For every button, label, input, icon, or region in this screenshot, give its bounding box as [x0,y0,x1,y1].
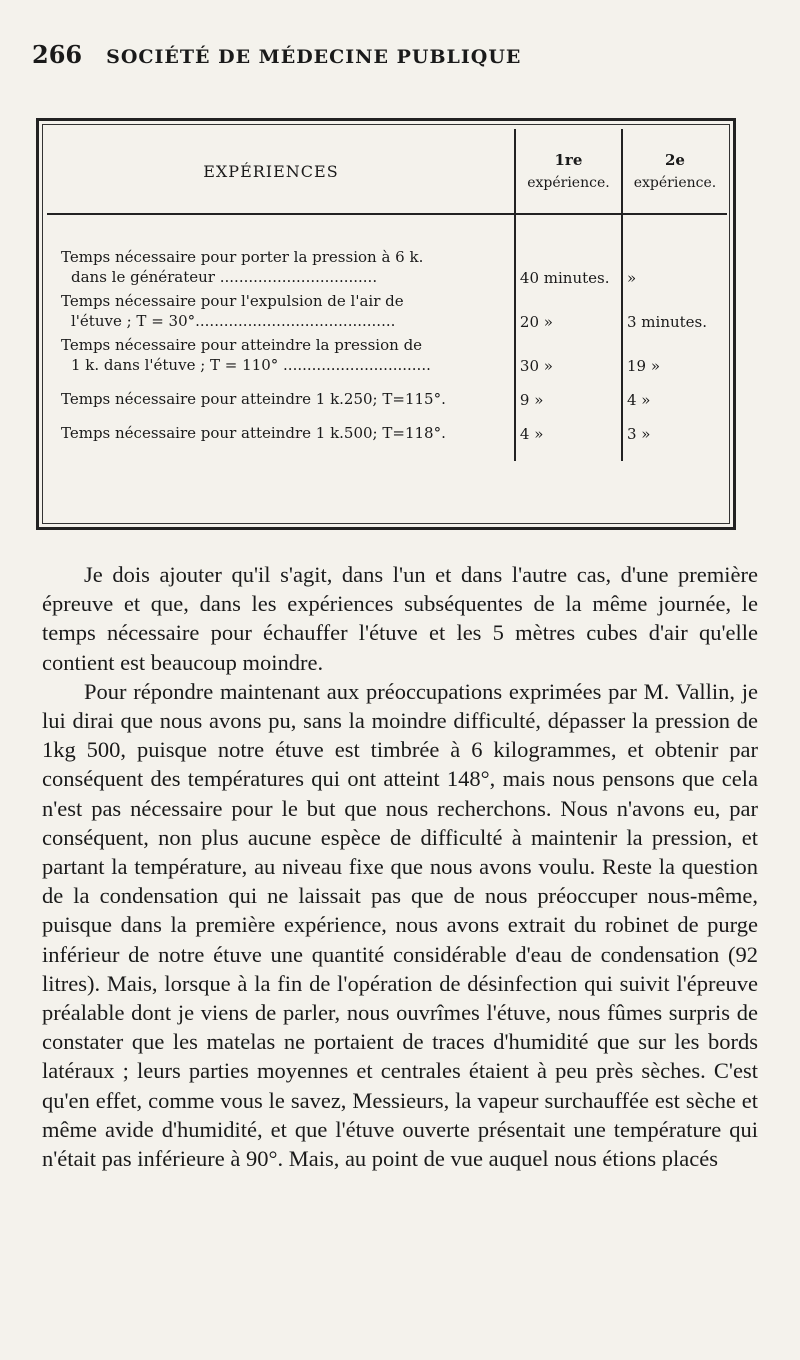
paragraph: Pour répondre maintenant aux préoccupations exprimées par M. Vallin, je lui dirai que nous avons pu, sans la moindre difficulté, dépasser la pression de 1kg 500, puisque notre étuve est timbrée à 6 kilogrammes, et obtenir par conséquent des températures qui ont atteint 148°, mais nous pensons que cela n'est pas nécessaire pour le but que nous recherchons. Nous n'avons eu, par conséquent, non plus aucune espèce de difficulté à maintenir la pression, et partant la température, au niveau fixe que nous avons voulu. Reste la question de la condensation qui ne laissait pas que de nous préoccuper nous-même, puisque dans la première expérience, nous avons extrait du robinet de purge inférieur de notre étuve une quantité considérable d'eau de condensation (92 litres). Mais, lorsque à la fin de l'opération de désinfection qui suivit l'épreuve préalable dont je viens de parler, nous ouvrîmes l'étuve, nous fûmes surpris de constater que les matelas ne portaient de traces d'humidité que sur les bords latéraux ; leurs parties moyennes et centrales étaient à peu près sèches. C'est qu'en effet, comme vous le savez, Messieurs, la vapeur surchauffée est sèche et même avide d'humidité, et que l'étuve ouverte présentait une température qui n'était pas inférieure à 90°. Mais, au point de vue auquel nous étions placés [42,678,758,1172]
first-experiment-value: 30 » [515,333,622,377]
row-label [47,289,515,333]
row-label [47,245,515,289]
row-label-line: l'étuve ; T = 30°.......................................... [71,312,396,330]
table-header-row [47,129,727,214]
first-experiment-value: 9 » [515,377,622,411]
second-experiment-value: 3 minutes. [622,289,727,333]
table-row [47,333,727,377]
first-experiment-value: 40 minutes. [515,245,622,289]
running-head: SOCIÉTÉ DE MÉDECINE PUBLIQUE [106,46,522,68]
second-experiment-value: » [622,245,727,289]
row-label-line: Temps nécessaire pour porter la pression à 6 k. [61,248,424,266]
second-ordinal: 2e [665,151,685,169]
second-experiment-label: expérience. [633,175,717,191]
row-label-line: Temps nécessaire pour l'expulsion de l'air de [61,292,404,310]
row-label: Temps nécessaire pour atteindre 1 k.500; T=118°. [61,424,446,442]
first-experiment-value: 20 » [515,289,622,333]
row-label [47,333,515,377]
table-row [47,289,727,333]
body-text [42,560,758,1173]
first-experiment-label: expérience. [527,175,610,191]
table-spacer-row [47,214,727,245]
row-label-line: 1 k. dans l'étuve ; T = 110° ............................... [71,356,431,374]
row-label: Temps nécessaire pour atteindre 1 k.250; T=115°. [61,390,446,408]
first-ordinal: 1re [554,151,583,169]
table-header-first-experiment [515,129,622,214]
table-row [47,245,727,289]
experiments-table-frame [36,118,736,530]
paragraph: Je dois ajouter qu'il s'agit, dans l'un et dans l'autre cas, d'une première épreuve et que, dans les expériences subséquentes de la même journée, le temps nécessaire pour échauffer l'étuve et les 5 mètres cubes d'air qu'elle contient est beaucoup moindre. [42,562,758,675]
table-header-second-experiment [622,129,727,214]
second-experiment-value: 4 » [622,377,727,411]
page-number: 266 [32,40,83,69]
second-experiment-value: 3 » [622,411,727,461]
page-header [32,40,772,69]
table-row [47,377,727,411]
experiments-table [47,129,727,461]
table-header-label: EXPÉRIENCES [47,129,515,214]
row-label-line: dans le générateur ................................. [71,268,378,286]
table-row [47,411,727,461]
row-label-line: Temps nécessaire pour atteindre la pression de [61,336,423,354]
first-experiment-value: 4 » [515,411,622,461]
second-experiment-value: 19 » [622,333,727,377]
